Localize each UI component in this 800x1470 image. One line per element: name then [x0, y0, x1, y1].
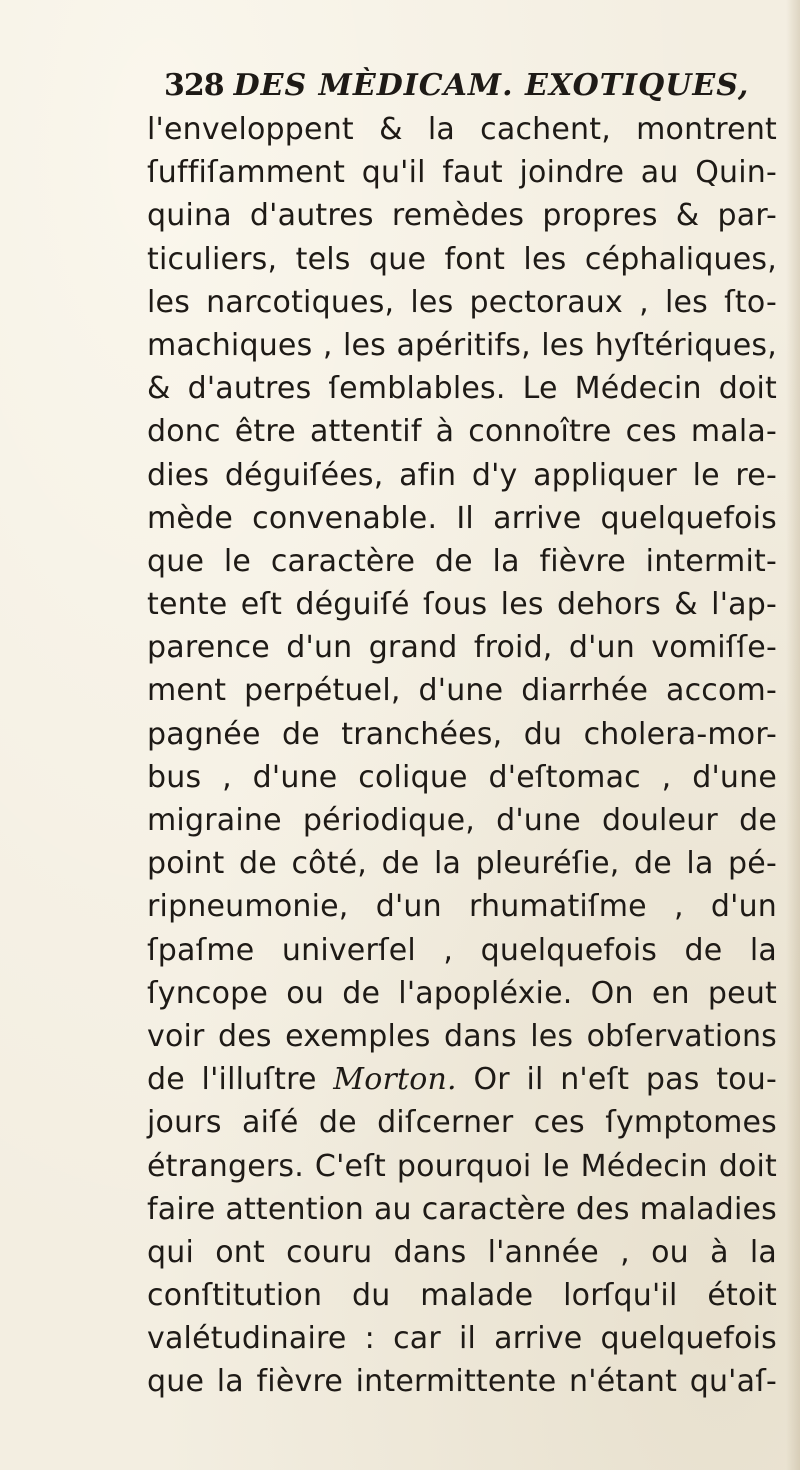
text-line: ment perpétuel, d'une diarrhée accom-	[147, 673, 777, 709]
text-line: dies déguiſées, afin d'y appliquer le re-	[147, 457, 777, 493]
body-text	[147, 108, 777, 1404]
text-line: que la fièvre intermittente n'étant qu'aſ-	[147, 1364, 777, 1400]
text-segment: de l'illuſtre	[147, 1062, 317, 1098]
text-line: qui ont couru dans l'année , ou à la	[147, 1234, 777, 1270]
text-line-with-name	[147, 1058, 777, 1101]
text-line: ticuliers, tels que font les céphaliques,	[147, 241, 777, 277]
text-line: que le caractère de la fièvre intermit-	[147, 543, 777, 579]
text-line: mède convenable. Il arrive quelquefois	[147, 500, 777, 536]
text-line: conſtitution du malade lorſqu'il étoit	[147, 1278, 777, 1314]
author-name-italic: Morton.	[333, 1062, 457, 1098]
text-line: ſuffiſamment qu'il faut joindre au Quin-	[147, 155, 777, 191]
running-title: DES MÈDICAM. EXOTIQUES,	[233, 68, 750, 103]
text-line: tente eſt déguiſé ſous les dehors & l'ap-	[147, 587, 777, 623]
text-line: & d'autres ſemblables. Le Médecin doit	[147, 371, 777, 407]
text-line: ſpaſme univerſel , quelquefois de la	[147, 932, 777, 968]
text-line: ſyncope ou de l'apopléxie. On en peut	[147, 975, 777, 1011]
text-line: étrangers. C'eſt pourquoi le Médecin doit	[147, 1148, 777, 1184]
text-line: pagnée de tranchées, du cholera-mor-	[147, 716, 777, 752]
text-line: les narcotiques, les pectoraux , les ſto-	[147, 284, 777, 320]
text-line: machiques , les apéritifs, les hyſtériques,	[147, 327, 777, 363]
text-line: l'enveloppent & la cachent, montrent	[147, 112, 777, 147]
text-line: bus , d'une colique d'eſtomac , d'une	[147, 759, 777, 795]
running-header	[164, 68, 764, 110]
page-number: 328	[164, 68, 224, 103]
text-segment: Or il n'eſt pas tou-	[473, 1062, 777, 1098]
text-line: voir des exemples dans les obſervations	[147, 1018, 777, 1054]
text-line: jours aiſé de diſcerner ces ſymptomes	[147, 1105, 777, 1141]
text-line: quina d'autres remèdes propres & par-	[147, 198, 777, 234]
text-line: donc être attentif à connoître ces mala-	[147, 414, 777, 450]
text-line: faire attention au caractère des maladies	[147, 1191, 777, 1227]
text-line: point de côté, de la pleuréſie, de la pé-	[147, 846, 777, 882]
text-line: valétudinaire : car il arrive quelquefois	[147, 1321, 777, 1357]
text-line: parence d'un grand froid, d'un vomiſſe-	[147, 630, 777, 666]
text-line: ripneumonie, d'un rhumatiſme , d'un	[147, 889, 777, 925]
text-line: migraine périodique, d'une douleur de	[147, 803, 777, 838]
page-edge-shadow	[786, 0, 800, 1470]
